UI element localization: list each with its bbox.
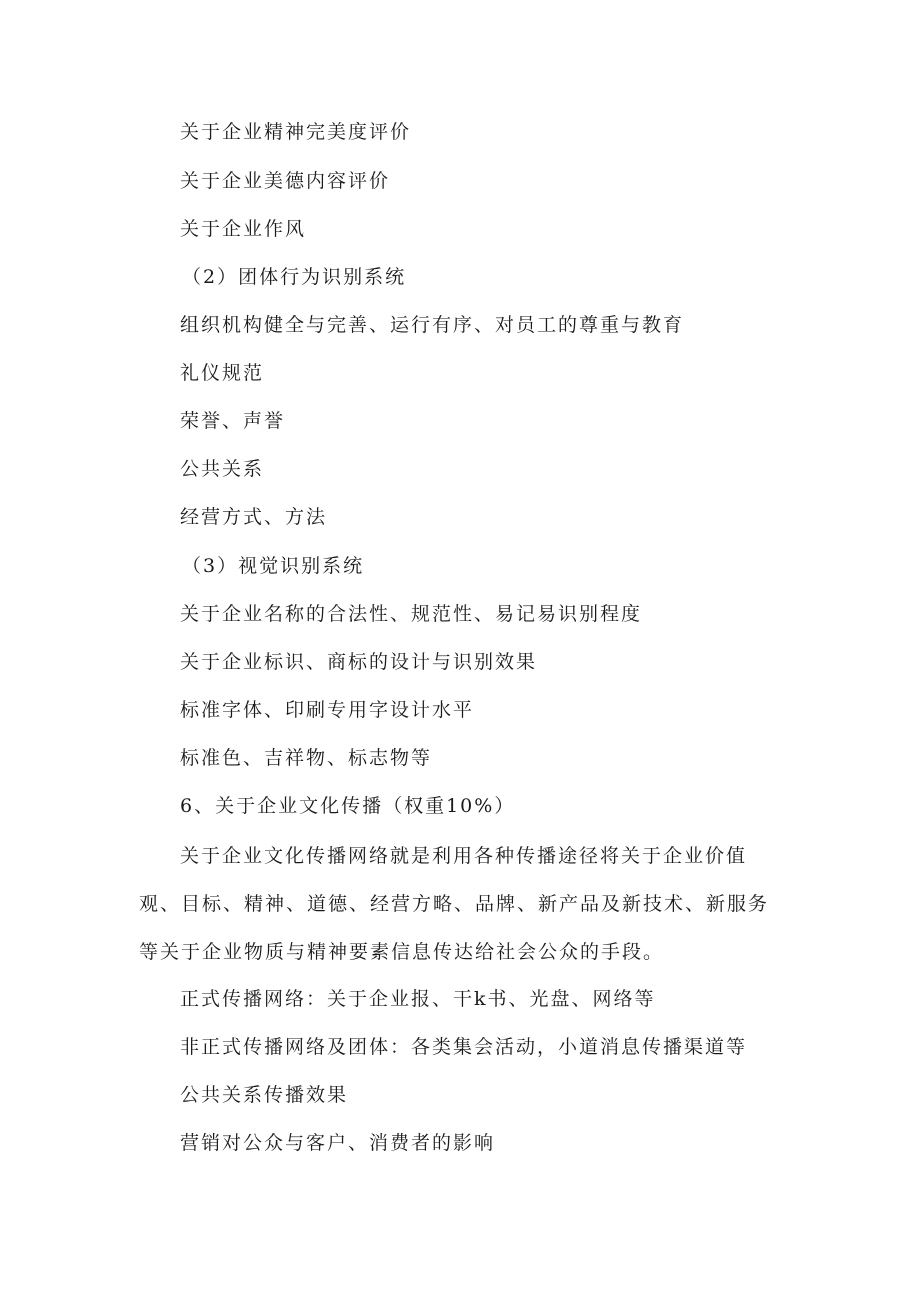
text-line: 公共关系 bbox=[180, 458, 265, 480]
text-line: 公共关系传播效果 bbox=[180, 1084, 349, 1106]
body-paragraph: 关于企业文化传播网络就是利用各种传播途径将关于企业价值观、目标、精神、道德、经营方略、品牌、新产品及新技术、新服务等关于企业物质与精神要素信息传达给社会公众的手段。 bbox=[139, 845, 770, 963]
text-line: 礼仪规范 bbox=[180, 362, 265, 384]
text-line: 组织机构健全与完善、运行有序、对员工的尊重与教育 bbox=[180, 314, 685, 336]
text-line: 标准字体、印刷专用字设计水平 bbox=[180, 699, 475, 721]
text-line: 非正式传播网络及团体：各类集会活动，小道消息传播渠道等 bbox=[180, 1036, 748, 1058]
text-line: 关于企业精神完美度评价 bbox=[180, 121, 412, 143]
text-line: 关于企业标识、商标的设计与识别效果 bbox=[180, 651, 538, 673]
section-heading: 6、关于企业文化传播（权重10%） bbox=[180, 795, 516, 817]
text-line: 营销对公众与客户、消费者的影响 bbox=[180, 1132, 496, 1154]
text-line: 关于企业作风 bbox=[180, 218, 307, 240]
text-line: 标准色、吉祥物、标志物等 bbox=[180, 747, 433, 769]
section-heading: （2）团体行为识别系统 bbox=[182, 266, 407, 288]
text-line: 关于企业美德内容评价 bbox=[180, 170, 391, 192]
text-line: 关于企业名称的合法性、规范性、易记易识别程度 bbox=[180, 603, 643, 625]
section-heading: （3）视觉识别系统 bbox=[182, 555, 365, 577]
text-line: 正式传播网络：关于企业报、干k书、光盘、网络等 bbox=[180, 988, 656, 1010]
text-line: 荣誉、声誉 bbox=[180, 410, 286, 432]
text-line: 经营方式、方法 bbox=[180, 506, 328, 528]
